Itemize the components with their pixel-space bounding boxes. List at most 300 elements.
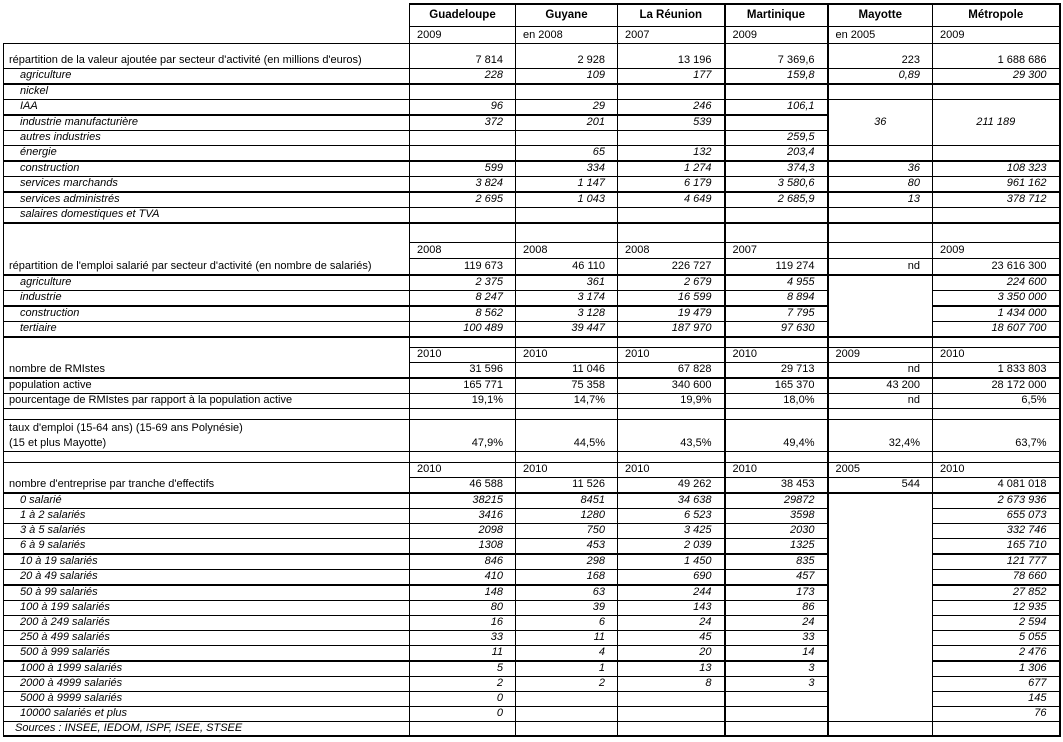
row-label: 2000 à 4999 salariés <box>4 677 410 692</box>
year-cell: 2010 <box>410 463 516 478</box>
value-cell: 378 712 <box>933 192 1060 208</box>
row-label: répartition de la valeur ajoutée par secteur d'activité (en millions d'euros) <box>4 43 410 68</box>
value-cell: 29872 <box>725 493 828 509</box>
value-cell: 334 <box>516 161 618 177</box>
value-cell: 13 <box>828 192 933 208</box>
value-cell: 78 660 <box>933 570 1060 586</box>
value-cell <box>618 692 725 707</box>
value-cell <box>618 207 725 223</box>
value-cell: 2 039 <box>618 539 725 555</box>
year-cell: 2010 <box>516 463 618 478</box>
spacer-cell <box>828 409 933 420</box>
value-cell: 6 <box>516 616 618 631</box>
value-cell <box>516 207 618 223</box>
value-cell: 24 <box>618 616 725 631</box>
value-cell: 132 <box>618 145 725 161</box>
year-cell: 2010 <box>725 463 828 478</box>
spacer-cell <box>828 223 933 243</box>
value-cell: 1 688 686 <box>933 43 1060 68</box>
row-label-line2: (15 et plus Mayotte) <box>9 437 107 449</box>
value-cell: 1308 <box>410 539 516 555</box>
merged-value-cell <box>828 275 933 337</box>
value-cell: 38215 <box>410 493 516 509</box>
year-label-blank <box>4 243 410 259</box>
spacer-cell <box>516 223 618 243</box>
value-cell: 835 <box>725 554 828 570</box>
row-label: autres industries <box>4 130 410 145</box>
spacer-cell <box>933 409 1060 420</box>
column-header: Mayotte <box>828 4 933 26</box>
row-label: nombre de RMIstes <box>4 363 410 379</box>
value-cell <box>410 207 516 223</box>
spacer-cell <box>725 223 828 243</box>
value-cell <box>618 722 725 736</box>
value-cell: 39 <box>516 601 618 616</box>
value-cell: 16 599 <box>618 290 725 306</box>
column-header: Guadeloupe <box>410 4 516 26</box>
spacer-cell <box>4 452 410 463</box>
value-cell: 6 179 <box>618 176 725 192</box>
value-cell: 1 043 <box>516 192 618 208</box>
row-label <box>4 420 410 452</box>
row-label: tertiaire <box>4 321 410 337</box>
value-cell <box>516 722 618 736</box>
value-cell: 31 596 <box>410 363 516 379</box>
value-cell: 46 110 <box>516 259 618 275</box>
value-cell: 2 <box>410 677 516 692</box>
row-label: 0 salarié <box>4 493 410 509</box>
sources-note: Sources : INSEE, IEDOM, ISPF, ISEE, STSEE <box>15 722 243 734</box>
value-cell: 3 <box>725 677 828 692</box>
value-cell <box>933 84 1060 100</box>
value-cell: 4 081 018 <box>933 478 1060 494</box>
value-cell: 4 955 <box>725 275 828 291</box>
value-cell: 148 <box>410 585 516 601</box>
row-label-line1: taux d'emploi (15-64 ans) (15-69 ans Polynésie) <box>9 422 243 434</box>
value-cell: 11 <box>516 631 618 646</box>
value-cell <box>828 84 933 100</box>
value-cell: 453 <box>516 539 618 555</box>
year-cell: 2008 <box>618 243 725 259</box>
value-cell: 47,9% <box>410 420 516 452</box>
row-label: agriculture <box>4 275 410 291</box>
row-label: industrie <box>4 290 410 306</box>
value-cell: 11 <box>410 646 516 662</box>
year-label-blank <box>4 26 410 43</box>
value-cell: 63,7% <box>933 420 1060 452</box>
statistics-table <box>3 3 1061 737</box>
value-cell: 109 <box>516 68 618 84</box>
row-label: services marchands <box>4 176 410 192</box>
value-cell: 6,5% <box>933 394 1060 409</box>
spacer-cell <box>516 452 618 463</box>
year-cell: 2007 <box>725 243 828 259</box>
value-cell <box>725 692 828 707</box>
value-cell: 29 <box>516 99 618 115</box>
value-cell: 80 <box>828 176 933 192</box>
year-cell: 2008 <box>516 243 618 259</box>
value-cell: 49 262 <box>618 478 725 494</box>
value-cell: 13 <box>618 661 725 677</box>
row-label: pourcentage de RMIstes par rapport à la population active <box>4 394 410 409</box>
value-cell: 2 594 <box>933 616 1060 631</box>
row-label: IAA <box>4 99 410 115</box>
value-cell: 298 <box>516 554 618 570</box>
value-cell: 544 <box>828 478 933 494</box>
row-label: nombre d'entreprise par tranche d'effectifs <box>4 478 410 494</box>
value-cell <box>725 84 828 100</box>
value-cell: 1 274 <box>618 161 725 177</box>
spacer-cell <box>828 337 933 348</box>
value-cell: 86 <box>725 601 828 616</box>
value-cell: 0,89 <box>828 68 933 84</box>
value-cell: 203,4 <box>725 145 828 161</box>
value-cell: 43,5% <box>618 420 725 452</box>
column-header: La Réunion <box>618 4 725 26</box>
merged-value-cell <box>828 493 933 722</box>
value-cell: 6 523 <box>618 509 725 524</box>
row-label: 10 à 19 salariés <box>4 554 410 570</box>
value-cell: 45 <box>618 631 725 646</box>
value-cell: 961 162 <box>933 176 1060 192</box>
value-cell: 165 370 <box>725 378 828 394</box>
value-cell <box>410 130 516 145</box>
value-cell: 43 200 <box>828 378 933 394</box>
value-cell: 2098 <box>410 524 516 539</box>
spacer-cell <box>410 452 516 463</box>
spacer-cell <box>618 409 725 420</box>
value-cell <box>933 207 1060 223</box>
year-cell: 2009 <box>933 26 1060 43</box>
value-cell: 361 <box>516 275 618 291</box>
value-cell: 372 <box>410 115 516 131</box>
value-cell <box>410 722 516 736</box>
value-cell: 3 174 <box>516 290 618 306</box>
value-cell: 29 713 <box>725 363 828 379</box>
value-cell: 46 588 <box>410 478 516 494</box>
spacer-cell <box>725 452 828 463</box>
value-cell <box>828 145 933 161</box>
value-cell: 33 <box>725 631 828 646</box>
value-cell: 100 489 <box>410 321 516 337</box>
value-cell: 2 476 <box>933 646 1060 662</box>
value-cell: 539 <box>618 115 725 131</box>
row-label: 6 à 9 salariés <box>4 539 410 555</box>
row-label: nickel <box>4 84 410 100</box>
value-cell: 2 928 <box>516 43 618 68</box>
spacer-cell <box>516 409 618 420</box>
value-cell: 750 <box>516 524 618 539</box>
value-cell: 8 <box>618 677 725 692</box>
value-cell: 410 <box>410 570 516 586</box>
value-cell: 14 <box>725 646 828 662</box>
value-cell: 223 <box>828 43 933 68</box>
value-cell <box>618 84 725 100</box>
row-label: construction <box>4 161 410 177</box>
value-cell: 7 795 <box>725 306 828 322</box>
value-cell: 76 <box>933 707 1060 722</box>
value-cell: 3 580,6 <box>725 176 828 192</box>
value-cell <box>410 84 516 100</box>
value-cell: 244 <box>618 585 725 601</box>
spacer-cell <box>725 337 828 348</box>
value-cell: 24 <box>725 616 828 631</box>
value-cell: 5 055 <box>933 631 1060 646</box>
row-label: énergie <box>4 145 410 161</box>
value-cell: 0 <box>410 707 516 722</box>
value-cell: 80 <box>410 601 516 616</box>
value-cell: 145 <box>933 692 1060 707</box>
value-cell: nd <box>828 394 933 409</box>
year-cell: 2009 <box>410 26 516 43</box>
year-cell: 2005 <box>828 463 933 478</box>
value-cell: 63 <box>516 585 618 601</box>
value-cell: 97 630 <box>725 321 828 337</box>
row-label: services administrés <box>4 192 410 208</box>
value-cell <box>933 145 1060 161</box>
year-cell: 2010 <box>725 348 828 363</box>
value-cell: 75 358 <box>516 378 618 394</box>
value-cell: 173 <box>725 585 828 601</box>
year-cell: en 2005 <box>828 26 933 43</box>
value-cell: 7 369,6 <box>725 43 828 68</box>
year-label-blank <box>4 348 410 363</box>
value-cell <box>516 130 618 145</box>
value-cell: 2 685,9 <box>725 192 828 208</box>
spacer-cell <box>4 337 410 348</box>
value-cell: 259,5 <box>725 130 828 145</box>
value-cell: 19,1% <box>410 394 516 409</box>
value-cell: 690 <box>618 570 725 586</box>
year-cell: en 2008 <box>516 26 618 43</box>
spacer-cell <box>410 337 516 348</box>
value-cell: 20 <box>618 646 725 662</box>
row-label: construction <box>4 306 410 322</box>
year-cell: 2010 <box>516 348 618 363</box>
value-cell: 165 771 <box>410 378 516 394</box>
column-header: Métropole <box>933 4 1060 26</box>
value-cell: 67 828 <box>618 363 725 379</box>
year-cell: 2009 <box>933 243 1060 259</box>
value-cell: 224 600 <box>933 275 1060 291</box>
year-cell: 2009 <box>725 26 828 43</box>
value-cell <box>725 207 828 223</box>
row-label: salaires domestiques et TVA <box>4 207 410 223</box>
value-cell <box>516 707 618 722</box>
spacer-cell <box>618 337 725 348</box>
value-cell: 1 147 <box>516 176 618 192</box>
value-cell: 2030 <box>725 524 828 539</box>
spacer-cell <box>516 337 618 348</box>
value-cell: 8 562 <box>410 306 516 322</box>
value-cell: 4 649 <box>618 192 725 208</box>
value-cell: 5 <box>410 661 516 677</box>
row-label: 200 à 249 salariés <box>4 616 410 631</box>
row-label: 100 à 199 salariés <box>4 601 410 616</box>
merged-value-cell: 36 <box>828 99 933 145</box>
value-cell: 1 306 <box>933 661 1060 677</box>
value-cell: 846 <box>410 554 516 570</box>
value-cell <box>933 722 1060 736</box>
value-cell: 28 172 000 <box>933 378 1060 394</box>
value-cell: 27 852 <box>933 585 1060 601</box>
value-cell: 2 <box>516 677 618 692</box>
row-label: 250 à 499 salariés <box>4 631 410 646</box>
value-cell: 3 128 <box>516 306 618 322</box>
value-cell: 168 <box>516 570 618 586</box>
row-label: 10000 salariés et plus <box>4 707 410 722</box>
merged-value-cell: 211 189 <box>933 99 1060 145</box>
value-cell: 3 425 <box>618 524 725 539</box>
value-cell: 2 673 936 <box>933 493 1060 509</box>
value-cell: 36 <box>828 161 933 177</box>
value-cell: 16 <box>410 616 516 631</box>
value-cell: 13 196 <box>618 43 725 68</box>
value-cell: 18,0% <box>725 394 828 409</box>
value-cell: 187 970 <box>618 321 725 337</box>
value-cell: 143 <box>618 601 725 616</box>
value-cell: 18 607 700 <box>933 321 1060 337</box>
value-cell: 7 814 <box>410 43 516 68</box>
spacer-cell <box>725 409 828 420</box>
value-cell: 0 <box>410 692 516 707</box>
row-label: population active <box>4 378 410 394</box>
value-cell: 38 453 <box>725 478 828 494</box>
spacer-cell <box>618 223 725 243</box>
value-cell: 3 350 000 <box>933 290 1060 306</box>
value-cell: 23 616 300 <box>933 259 1060 275</box>
year-cell: 2010 <box>618 463 725 478</box>
value-cell: 177 <box>618 68 725 84</box>
value-cell: 599 <box>410 161 516 177</box>
value-cell: 655 073 <box>933 509 1060 524</box>
year-cell: 2010 <box>410 348 516 363</box>
spacer-cell <box>618 452 725 463</box>
value-cell: 8451 <box>516 493 618 509</box>
value-cell: 44,5% <box>516 420 618 452</box>
year-cell: 2010 <box>618 348 725 363</box>
column-header: Guyane <box>516 4 618 26</box>
value-cell: 1325 <box>725 539 828 555</box>
year-cell: 2009 <box>828 348 933 363</box>
value-cell: 246 <box>618 99 725 115</box>
value-cell: 19 479 <box>618 306 725 322</box>
value-cell: 14,7% <box>516 394 618 409</box>
spacer-cell <box>828 452 933 463</box>
statistics-table-container <box>3 3 1061 737</box>
value-cell: 226 727 <box>618 259 725 275</box>
value-cell: 457 <box>725 570 828 586</box>
value-cell: 2 679 <box>618 275 725 291</box>
value-cell: 12 935 <box>933 601 1060 616</box>
year-cell <box>828 243 933 259</box>
value-cell: 2 375 <box>410 275 516 291</box>
row-label: 500 à 999 salariés <box>4 646 410 662</box>
row-label: 5000 à 9999 salariés <box>4 692 410 707</box>
spacer-cell <box>933 337 1060 348</box>
value-cell: 1280 <box>516 509 618 524</box>
value-cell: 34 638 <box>618 493 725 509</box>
value-cell: 8 247 <box>410 290 516 306</box>
year-label-blank <box>4 463 410 478</box>
value-cell: 8 894 <box>725 290 828 306</box>
row-label: industrie manufacturière <box>4 115 410 131</box>
row-label: 1000 à 1999 salariés <box>4 661 410 677</box>
spacer-cell <box>933 223 1060 243</box>
value-cell: 1 <box>516 661 618 677</box>
column-header: Martinique <box>725 4 828 26</box>
value-cell: 677 <box>933 677 1060 692</box>
value-cell <box>725 707 828 722</box>
row-label: 50 à 99 salariés <box>4 585 410 601</box>
value-cell <box>725 115 828 131</box>
row-label: 3 à 5 salariés <box>4 524 410 539</box>
value-cell: 159,8 <box>725 68 828 84</box>
value-cell <box>516 692 618 707</box>
row-label: 20 à 49 salariés <box>4 570 410 586</box>
year-cell: 2010 <box>933 463 1060 478</box>
spacer-cell <box>933 452 1060 463</box>
value-cell: 228 <box>410 68 516 84</box>
value-cell: 33 <box>410 631 516 646</box>
value-cell: 119 274 <box>725 259 828 275</box>
value-cell: 29 300 <box>933 68 1060 84</box>
value-cell: 3416 <box>410 509 516 524</box>
spacer-cell <box>4 409 410 420</box>
value-cell <box>725 722 828 736</box>
spacer-cell <box>4 223 410 243</box>
year-cell: 2007 <box>618 26 725 43</box>
value-cell: 3598 <box>725 509 828 524</box>
row-label: 1 à 2 salariés <box>4 509 410 524</box>
spacer-cell <box>410 409 516 420</box>
value-cell: 96 <box>410 99 516 115</box>
row-label: répartition de l'emploi salarié par secteur d'activité (en nombre de salariés) <box>4 259 410 275</box>
row-label: agriculture <box>4 68 410 84</box>
value-cell: 106,1 <box>725 99 828 115</box>
value-cell: 332 746 <box>933 524 1060 539</box>
value-cell: 39 447 <box>516 321 618 337</box>
value-cell: 165 710 <box>933 539 1060 555</box>
value-cell: 1 833 803 <box>933 363 1060 379</box>
value-cell: 121 777 <box>933 554 1060 570</box>
value-cell: 32,4% <box>828 420 933 452</box>
spacer-cell <box>410 223 516 243</box>
value-cell <box>516 84 618 100</box>
value-cell: 119 673 <box>410 259 516 275</box>
value-cell: 11 526 <box>516 478 618 494</box>
value-cell <box>410 145 516 161</box>
value-cell: 1 450 <box>618 554 725 570</box>
value-cell <box>828 207 933 223</box>
value-cell: 11 046 <box>516 363 618 379</box>
value-cell <box>828 722 933 736</box>
year-cell: 2010 <box>933 348 1060 363</box>
corner-blank-cell <box>4 4 410 26</box>
value-cell: 3 824 <box>410 176 516 192</box>
value-cell: 4 <box>516 646 618 662</box>
value-cell: 201 <box>516 115 618 131</box>
value-cell: 19,9% <box>618 394 725 409</box>
value-cell: 2 695 <box>410 192 516 208</box>
value-cell <box>618 130 725 145</box>
value-cell: 49,4% <box>725 420 828 452</box>
value-cell <box>618 707 725 722</box>
value-cell: 108 323 <box>933 161 1060 177</box>
year-cell: 2008 <box>410 243 516 259</box>
value-cell: nd <box>828 259 933 275</box>
value-cell: nd <box>828 363 933 379</box>
